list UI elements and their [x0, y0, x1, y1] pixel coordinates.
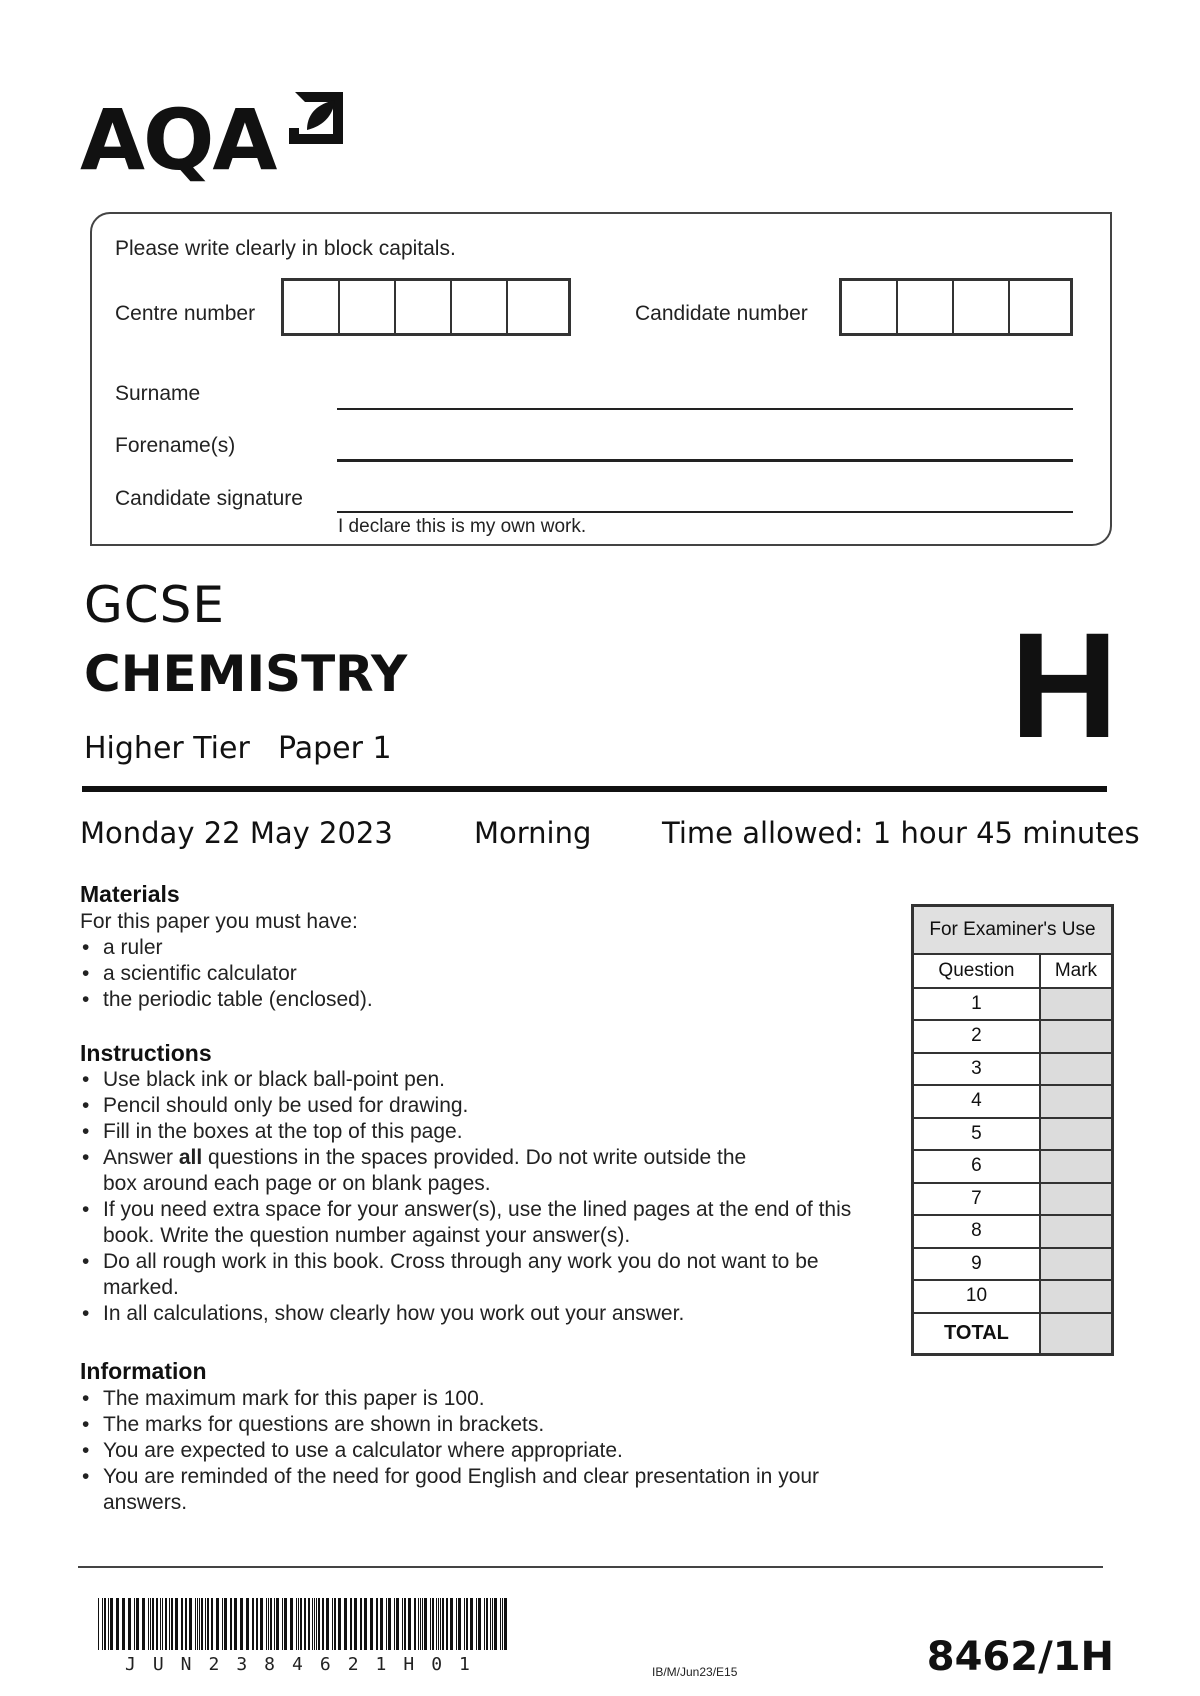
- barcode-bar: [396, 1598, 399, 1650]
- candidate-number-label: Candidate number: [635, 302, 808, 325]
- barcode-bar: [175, 1598, 178, 1650]
- table-row: [913, 1053, 1113, 1086]
- subject-title: CHEMISTRY: [84, 645, 408, 703]
- barcode-bar: [290, 1598, 293, 1650]
- barcode: [98, 1598, 510, 1652]
- barcode-bar: [420, 1598, 421, 1650]
- barcode-bar: [222, 1598, 223, 1650]
- barcode-bar: [296, 1598, 297, 1650]
- barcode-bar: [466, 1598, 468, 1650]
- barcode-bar: [486, 1598, 488, 1650]
- instruction-item: • Pencil should only be used for drawing.: [80, 1093, 870, 1119]
- title-divider: [82, 786, 1107, 792]
- barcode-text: JUN2384621H01: [125, 1654, 487, 1675]
- question-number: 4: [913, 1085, 1040, 1118]
- barcode-bar: [274, 1598, 275, 1650]
- barcode-bar: [216, 1598, 219, 1650]
- barcode-bar: [316, 1598, 317, 1650]
- tier-label: Higher Tier: [84, 731, 250, 766]
- barcode-bar: [344, 1598, 347, 1650]
- barcode-bar: [500, 1598, 501, 1650]
- centre-number-label: Centre number: [115, 302, 256, 325]
- question-column-header: Question: [913, 954, 1040, 988]
- total-mark-cell[interactable]: [1040, 1313, 1113, 1355]
- candidate-number-digit[interactable]: [1010, 281, 1066, 333]
- barcode-bar: [338, 1598, 341, 1650]
- barcode-bar: [197, 1598, 198, 1650]
- barcode-bar: [318, 1598, 320, 1650]
- barcode-bar: [266, 1598, 267, 1650]
- centre-number-digit[interactable]: [340, 281, 396, 333]
- barcode-bar: [256, 1598, 258, 1650]
- table-row: [913, 1020, 1113, 1053]
- barcode-bar: [128, 1598, 131, 1650]
- barcode-bar: [386, 1598, 387, 1650]
- barcode-bar: [205, 1598, 206, 1650]
- barcode-bar: [430, 1598, 431, 1650]
- instruction-item: • Use black ink or black ball-point pen.: [80, 1067, 870, 1093]
- centre-number-boxes[interactable]: [281, 278, 571, 336]
- barcode-bar: [380, 1598, 383, 1650]
- barcode-bar: [104, 1598, 106, 1650]
- barcode-bar: [322, 1598, 324, 1650]
- examiner-use-table: [911, 904, 1114, 1356]
- barcode-bar: [450, 1598, 453, 1650]
- barcode-bar: [492, 1598, 493, 1650]
- mark-cell[interactable]: [1040, 1248, 1113, 1281]
- barcode-bar: [211, 1598, 213, 1650]
- mark-cell[interactable]: [1040, 1085, 1113, 1118]
- barcode-bar: [350, 1598, 352, 1650]
- barcode-bar: [314, 1598, 315, 1650]
- barcode-bar: [234, 1598, 237, 1650]
- materials-section: [80, 909, 880, 1013]
- mark-cell[interactable]: [1040, 1118, 1113, 1151]
- centre-number-digit[interactable]: [396, 281, 452, 333]
- signature-field[interactable]: [337, 511, 1073, 513]
- question-number: 1: [913, 988, 1040, 1021]
- exam-session: Morning: [474, 816, 592, 850]
- barcode-bar: [456, 1598, 457, 1650]
- barcode-bar: [502, 1598, 503, 1650]
- instructions-section: [80, 1067, 870, 1327]
- barcode-bar: [171, 1598, 173, 1650]
- mark-cell[interactable]: [1040, 1215, 1113, 1248]
- centre-number-digit[interactable]: [508, 281, 564, 333]
- candidate-number-boxes[interactable]: [839, 278, 1073, 336]
- block-capitals-instruction: Please write clearly in block capitals.: [115, 237, 456, 260]
- barcode-bar: [230, 1598, 232, 1650]
- information-item: • You are reminded of the need for good English and clear presentation in your answers.: [80, 1464, 823, 1516]
- barcode-bar: [414, 1598, 416, 1650]
- barcode-bar: [162, 1598, 163, 1650]
- barcode-bar: [185, 1598, 187, 1650]
- examiner-table-title: For Examiner's Use: [913, 906, 1113, 954]
- question-number: 8: [913, 1215, 1040, 1248]
- barcode-bar: [122, 1598, 125, 1650]
- question-number: 10: [913, 1280, 1040, 1313]
- barcode-bar: [207, 1598, 209, 1650]
- paper-label: Paper 1: [278, 731, 392, 766]
- question-number: 5: [913, 1118, 1040, 1151]
- barcode-bar: [418, 1598, 419, 1650]
- centre-number-digit[interactable]: [452, 281, 508, 333]
- exam-date: Monday 22 May 2023: [80, 816, 393, 850]
- tier-letter: H: [1010, 601, 1119, 769]
- footer-divider: [78, 1566, 1103, 1568]
- forenames-field[interactable]: [337, 459, 1073, 462]
- barcode-bar: [224, 1598, 227, 1650]
- answer-all-before: Answer: [103, 1146, 179, 1169]
- declaration-text: I declare this is my own work.: [338, 516, 587, 537]
- barcode-bar: [332, 1598, 333, 1650]
- mark-cell[interactable]: [1040, 1150, 1113, 1183]
- barcode-bar: [440, 1598, 441, 1650]
- barcode-bar: [148, 1598, 149, 1650]
- barcode-bar: [308, 1598, 310, 1650]
- materials-item: • a scientific calculator: [80, 961, 880, 987]
- barcode-bar: [404, 1598, 406, 1650]
- information-section: [80, 1386, 870, 1516]
- barcode-bar: [108, 1598, 109, 1650]
- barcode-bar: [376, 1598, 378, 1650]
- barcode-bar: [478, 1598, 481, 1650]
- instruction-item: • Fill in the boxes at the top of this page.: [80, 1119, 870, 1145]
- barcode-bar: [268, 1598, 269, 1650]
- barcode-bar: [298, 1598, 299, 1650]
- instruction-item: • If you need extra space for your answer(s), use the lined pages at the end of this book. Write the question number against your answer(s).: [80, 1197, 870, 1249]
- barcode-bar: [304, 1598, 306, 1650]
- materials-heading: Materials: [80, 881, 180, 907]
- barcode-bar: [422, 1598, 423, 1650]
- barcode-bar: [116, 1598, 119, 1650]
- barcode-bar: [300, 1598, 302, 1650]
- barcode-bar: [470, 1598, 473, 1650]
- reference-code: IB/M/Jun23/E15: [652, 1665, 738, 1679]
- barcode-bar: [490, 1598, 491, 1650]
- barcode-bar: [476, 1598, 477, 1650]
- forenames-label: Forename(s): [115, 434, 236, 457]
- answer-all-after: questions in the spaces provided. Do not write outside the box around each page or on blank pages.: [103, 1146, 747, 1195]
- table-row: [913, 1085, 1113, 1118]
- logo-text: AQA: [80, 91, 276, 189]
- barcode-bar: [446, 1598, 448, 1650]
- barcode-bar: [102, 1598, 103, 1650]
- barcode-bar: [201, 1598, 203, 1650]
- barcode-bar: [195, 1598, 196, 1650]
- barcode-bar: [199, 1598, 200, 1650]
- barcode-bar: [252, 1598, 254, 1650]
- materials-intro: For this paper you must have:: [80, 910, 358, 933]
- barcode-bar: [136, 1598, 139, 1650]
- qualification-title: GCSE: [84, 576, 225, 634]
- mark-cell[interactable]: [1040, 1280, 1113, 1313]
- barcode-bar: [260, 1598, 263, 1650]
- barcode-bar: [402, 1598, 403, 1650]
- question-number: 7: [913, 1183, 1040, 1216]
- barcode-bar: [424, 1598, 427, 1650]
- question-number: 6: [913, 1150, 1040, 1183]
- barcode-bar: [312, 1598, 313, 1650]
- barcode-bar: [134, 1598, 135, 1650]
- total-label: TOTAL: [913, 1313, 1040, 1355]
- barcode-bar: [360, 1598, 362, 1650]
- barcode-bar: [276, 1598, 279, 1650]
- barcode-bar: [240, 1598, 243, 1650]
- mark-cell[interactable]: [1040, 1020, 1113, 1053]
- barcode-bar: [438, 1598, 439, 1650]
- information-heading: Information: [80, 1358, 207, 1384]
- surname-label: Surname: [115, 382, 201, 405]
- leaf-icon: [285, 88, 347, 150]
- barcode-bar: [394, 1598, 395, 1650]
- aqa-logo: [80, 88, 360, 188]
- barcode-bar: [282, 1598, 283, 1650]
- signature-label: Candidate signature: [115, 487, 303, 510]
- table-row: [913, 1183, 1113, 1216]
- barcode-bar: [98, 1598, 99, 1650]
- barcode-bar: [110, 1598, 113, 1650]
- barcode-bar: [432, 1598, 434, 1650]
- instruction-item-answer-all: [80, 1145, 783, 1197]
- barcode-bar: [150, 1598, 151, 1650]
- materials-item: • a ruler: [80, 935, 880, 961]
- barcode-bar: [408, 1598, 411, 1650]
- candidate-number-digit[interactable]: [898, 281, 954, 333]
- table-row: [913, 988, 1113, 1021]
- barcode-bar: [156, 1598, 158, 1650]
- barcode-bar: [326, 1598, 329, 1650]
- barcode-bar: [152, 1598, 154, 1650]
- mark-column-header: Mark: [1040, 954, 1113, 988]
- barcode-bar: [246, 1598, 249, 1650]
- barcode-bar: [189, 1598, 192, 1650]
- information-item: • The maximum mark for this paper is 100.: [80, 1386, 870, 1412]
- table-row: [913, 1280, 1113, 1313]
- information-item: • The marks for questions are shown in brackets.: [80, 1412, 870, 1438]
- question-number: 2: [913, 1020, 1040, 1053]
- mark-cell[interactable]: [1040, 1183, 1113, 1216]
- barcode-bar: [484, 1598, 485, 1650]
- barcode-bar: [364, 1598, 367, 1650]
- time-allowed: Time allowed: 1 hour 45 minutes: [662, 816, 1140, 850]
- instructions-heading: Instructions: [80, 1040, 212, 1066]
- barcode-bar: [458, 1598, 461, 1650]
- question-number: 9: [913, 1248, 1040, 1281]
- instruction-item: • Do all rough work in this book. Cross through any work you do not want to be marked.: [80, 1249, 843, 1301]
- barcode-bar: [464, 1598, 465, 1650]
- answer-all-bold: all: [178, 1146, 203, 1169]
- candidate-number-digit[interactable]: [954, 281, 1010, 333]
- table-row: [913, 1150, 1113, 1183]
- barcode-bar: [169, 1598, 170, 1650]
- barcode-bar: [354, 1598, 357, 1650]
- table-row: [913, 1248, 1113, 1281]
- barcode-bar: [388, 1598, 391, 1650]
- barcode-bar: [442, 1598, 444, 1650]
- barcode-bar: [270, 1598, 272, 1650]
- mark-cell[interactable]: [1040, 1053, 1113, 1086]
- surname-field[interactable]: [337, 408, 1073, 410]
- table-row: [913, 1215, 1113, 1248]
- question-number: 3: [913, 1053, 1040, 1086]
- barcode-bar: [436, 1598, 437, 1650]
- mark-cell[interactable]: [1040, 988, 1113, 1021]
- barcode-bar: [504, 1598, 507, 1650]
- candidate-number-digit[interactable]: [842, 281, 898, 333]
- materials-item: • the periodic table (enclosed).: [80, 987, 880, 1013]
- barcode-bar: [165, 1598, 167, 1650]
- barcode-bar: [370, 1598, 373, 1650]
- paper-code: 8462/1H: [926, 1634, 1114, 1680]
- barcode-bar: [160, 1598, 161, 1650]
- barcode-bar: [181, 1598, 183, 1650]
- barcode-bar: [494, 1598, 497, 1650]
- barcode-bar: [334, 1598, 336, 1650]
- barcode-bar: [284, 1598, 287, 1650]
- barcode-bar: [142, 1598, 145, 1650]
- table-row: [913, 1313, 1113, 1355]
- instruction-item: • In all calculations, show clearly how you work out your answer.: [80, 1301, 870, 1327]
- table-row: [913, 1118, 1113, 1151]
- information-item: • You are expected to use a calculator where appropriate.: [80, 1438, 870, 1464]
- centre-number-digit[interactable]: [284, 281, 340, 333]
